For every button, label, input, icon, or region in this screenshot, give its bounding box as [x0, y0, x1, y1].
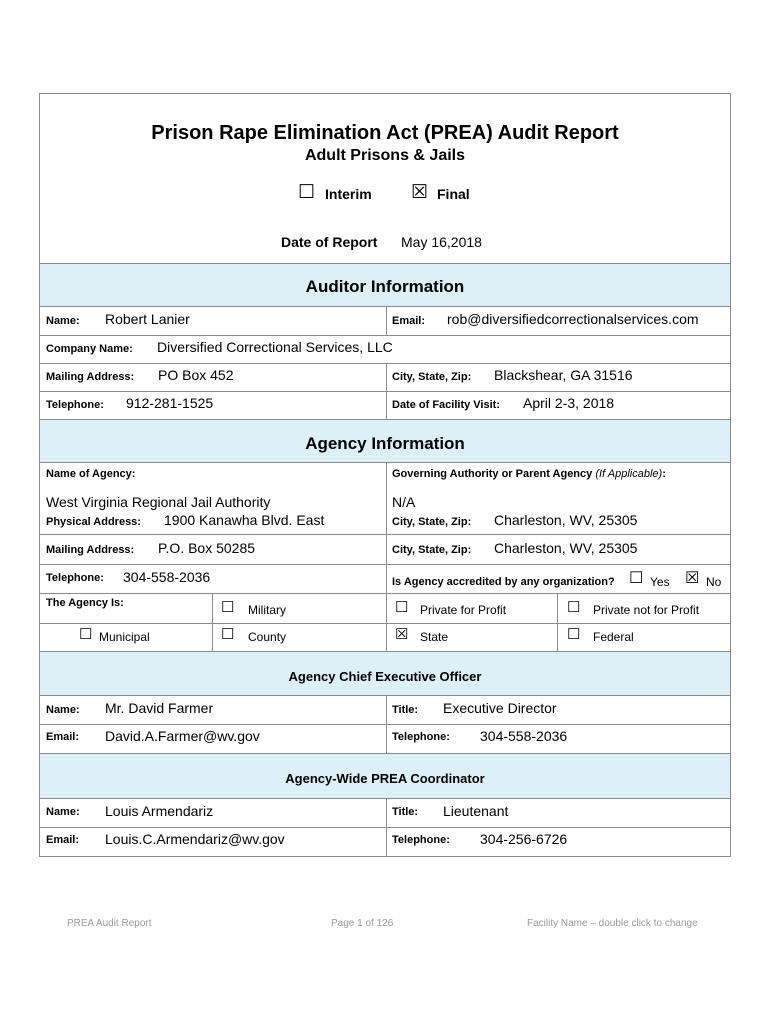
- ceo-email-label: Email:: [46, 731, 80, 743]
- final-label: Final: [437, 186, 470, 202]
- accreditation-question: Is Agency accredited by any organization?: [392, 576, 615, 588]
- company-name-label: Company Name:: [46, 343, 133, 355]
- coordinator-heading: Agency-Wide PREA Coordinator: [285, 771, 485, 786]
- coordinator-title-value[interactable]: Lieutenant: [443, 803, 509, 819]
- accredited-no-checkbox[interactable]: ☒: [685, 570, 700, 587]
- municipal-checkbox[interactable]: ☐: [79, 626, 93, 643]
- auditor-name-value[interactable]: Robert Lanier: [105, 311, 190, 327]
- final-checkbox[interactable]: ☒: [411, 182, 429, 203]
- agency-telephone-label: Telephone:: [46, 572, 104, 584]
- auditor-email-value[interactable]: rob@diversifiedcorrectionalservices.com: [447, 311, 699, 327]
- county-label: County: [248, 630, 287, 644]
- municipal-label: Municipal: [99, 630, 150, 644]
- private-not-for-profit-checkbox[interactable]: ☐: [567, 599, 581, 616]
- ceo-telephone-value[interactable]: 304-558-2036: [480, 728, 568, 744]
- county-checkbox[interactable]: ☐: [221, 626, 235, 643]
- agency-name-label: Name of Agency:: [46, 468, 136, 480]
- coordinator-email-label: Email:: [46, 834, 80, 846]
- ceo-title-label: Title:: [392, 704, 419, 716]
- interim-label: Interim: [325, 186, 372, 202]
- governing-authority-label: Governing Authority or Parent Agency (If Applicable):: [392, 468, 666, 480]
- state-checkbox[interactable]: ☒: [395, 626, 409, 643]
- federal-checkbox[interactable]: ☐: [567, 626, 581, 643]
- agency-telephone-value[interactable]: 304-558-2036: [123, 569, 211, 585]
- footer-report-name: PREA Audit Report: [67, 918, 152, 929]
- coordinator-name-label: Name:: [46, 806, 80, 818]
- agency-type-label: The Agency Is:: [46, 597, 124, 609]
- auditor-heading: Auditor Information: [305, 277, 465, 296]
- accredited-yes-label: Yes: [650, 575, 670, 589]
- auditor-name-label: Name:: [46, 315, 80, 327]
- auditor-email-label: Email:: [392, 315, 426, 327]
- report-title: Prison Rape Elimination Act (PREA) Audit Report: [151, 122, 619, 144]
- coordinator-name-value[interactable]: Louis Armendariz: [105, 803, 214, 819]
- auditor-mailing-value[interactable]: PO Box 452: [158, 367, 234, 383]
- agency-mailing-label: Mailing Address:: [46, 544, 135, 556]
- auditor-telephone-label: Telephone:: [46, 399, 104, 411]
- agency-city-label: City, State, Zip:: [392, 516, 472, 528]
- private-for-profit-checkbox[interactable]: ☐: [395, 599, 409, 616]
- ceo-name-value[interactable]: Mr. David Farmer: [105, 700, 214, 716]
- coordinator-email-value[interactable]: Louis.C.Armendariz@wv.gov: [105, 831, 285, 847]
- report-subtitle: Adult Prisons & Jails: [304, 147, 466, 164]
- coordinator-title-label: Title:: [392, 806, 419, 818]
- federal-label: Federal: [593, 630, 634, 644]
- ceo-email-value[interactable]: David.A.Farmer@wv.gov: [105, 728, 260, 744]
- auditor-mailing-label: Mailing Address:: [46, 371, 135, 383]
- governing-authority-value[interactable]: N/A: [392, 494, 416, 510]
- private-not-for-profit-label: Private not for Profit: [593, 603, 700, 617]
- agency-city2-label: City, State, Zip:: [392, 544, 472, 556]
- military-label: Military: [248, 603, 286, 617]
- auditor-city-value[interactable]: Blackshear, GA 31516: [494, 367, 633, 383]
- auditor-city-label: City, State, Zip:: [392, 371, 472, 383]
- accredited-yes-checkbox[interactable]: ☐: [629, 570, 644, 587]
- coordinator-telephone-value[interactable]: 304-256-6726: [480, 831, 568, 847]
- accredited-no-label: No: [706, 575, 722, 589]
- footer-page-number: Page 1 of 126: [331, 918, 394, 929]
- agency-heading: Agency Information: [305, 434, 465, 453]
- date-of-report-value[interactable]: May 16,2018: [401, 234, 482, 250]
- interim-checkbox[interactable]: ☐: [298, 182, 316, 203]
- ceo-title-value[interactable]: Executive Director: [443, 700, 557, 716]
- date-of-report-label: Date of Report: [281, 234, 378, 250]
- agency-name-value[interactable]: West Virginia Regional Jail Authority: [46, 494, 271, 510]
- facility-visit-value[interactable]: April 2-3, 2018: [523, 395, 615, 411]
- physical-address-label: Physical Address:: [46, 516, 141, 528]
- ceo-telephone-label: Telephone:: [392, 731, 450, 743]
- coordinator-telephone-label: Telephone:: [392, 834, 450, 846]
- ceo-heading: Agency Chief Executive Officer: [288, 669, 482, 684]
- ceo-name-label: Name:: [46, 704, 80, 716]
- agency-city2-value[interactable]: Charleston, WV, 25305: [494, 540, 638, 556]
- company-name-value[interactable]: Diversified Correctional Services, LLC: [157, 339, 393, 355]
- private-for-profit-label: Private for Profit: [420, 603, 507, 617]
- audit-report-form: [39, 93, 731, 857]
- agency-mailing-value[interactable]: P.O. Box 50285: [158, 540, 256, 556]
- physical-address-value[interactable]: 1900 Kanawha Blvd. East: [164, 512, 325, 528]
- state-label: State: [420, 630, 449, 644]
- agency-city-value[interactable]: Charleston, WV, 25305: [494, 512, 638, 528]
- military-checkbox[interactable]: ☐: [221, 599, 235, 616]
- footer-facility-name[interactable]: Facility Name – double click to change: [527, 918, 698, 929]
- facility-visit-label: Date of Facility Visit:: [392, 399, 500, 411]
- auditor-telephone-value[interactable]: 912-281-1525: [126, 395, 214, 411]
